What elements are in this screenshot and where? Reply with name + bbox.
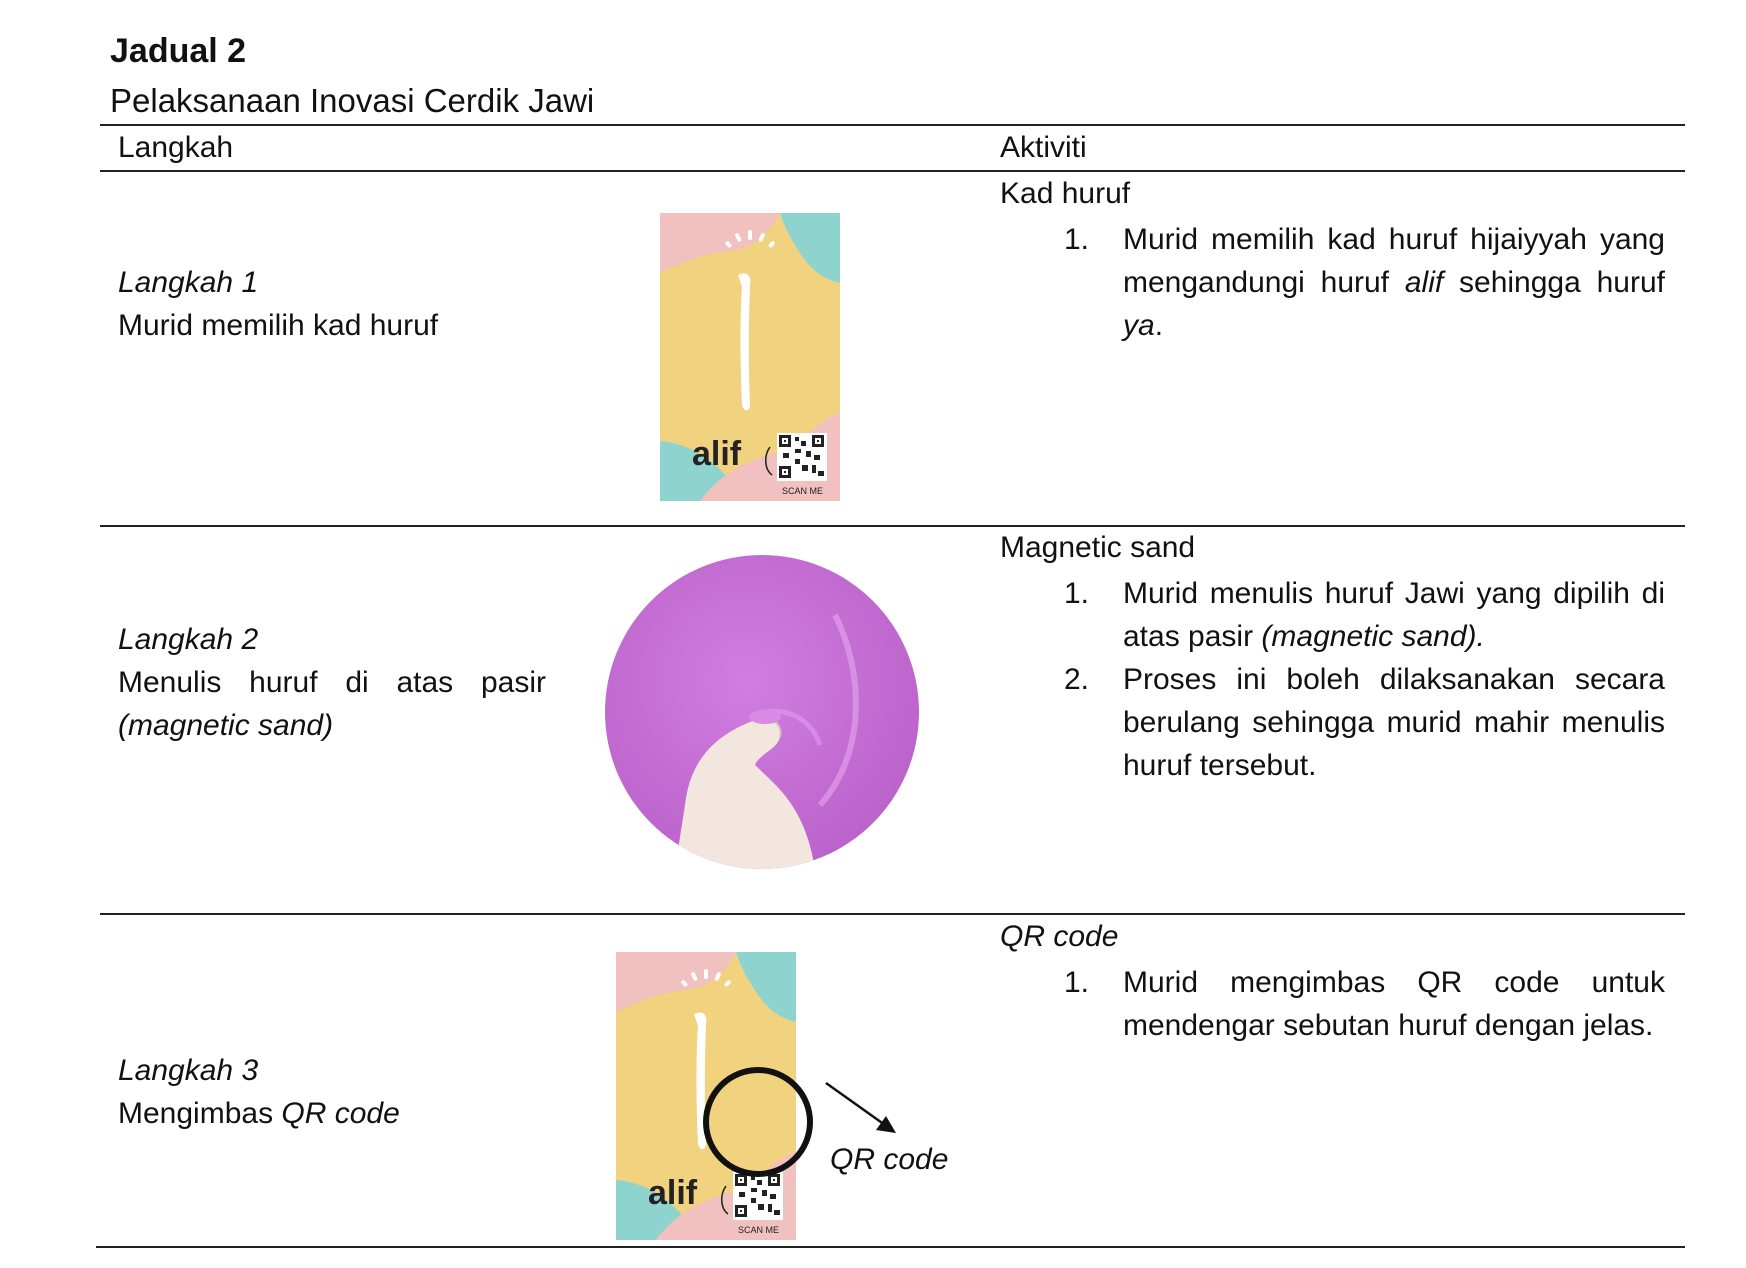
table-bottom-rule (96, 1246, 1685, 1248)
row2-activity-list (1060, 572, 1665, 787)
header-step: Langkah (118, 131, 234, 164)
row1-step (118, 261, 558, 347)
alif-card-qr-illustration (600, 950, 960, 1242)
table-top-rule (100, 124, 1685, 126)
row2-step-label: Langkah 2 (118, 623, 259, 656)
row2-step-desc-b: (magnetic sand) (118, 709, 334, 742)
header-bottom-rule (100, 170, 1685, 172)
row3-step-desc: Mengimbas QR code (118, 1097, 400, 1130)
list-number: 1. (1064, 966, 1090, 999)
row1-step-desc: Murid memilih kad huruf (118, 309, 439, 342)
card-scan-text: SCAN ME (738, 1225, 780, 1235)
header-activity: Aktiviti (1000, 131, 1087, 164)
magnetic-sand-photo (605, 555, 919, 869)
callout-arrow-line (826, 1083, 885, 1125)
row3-step-label: Langkah 3 (118, 1054, 259, 1087)
magnetic-sand-illustration (605, 555, 919, 869)
list-text: Murid mengimbas QR code untuk mendengar sebutan huruf dengan jelas. (1123, 966, 1665, 1042)
card-scan-text: SCAN ME (782, 486, 824, 496)
row2-step-desc-a: Menulis huruf di atas pasir (118, 666, 546, 699)
row1-activity-title: Kad huruf (1000, 177, 1131, 210)
list-item (1060, 218, 1665, 347)
list-text: Murid menulis huruf Jawi yang dipilih di atas pasir (magnetic sand). (1123, 577, 1665, 653)
table-subtitle: Pelaksanaan Inovasi Cerdik Jawi (110, 82, 595, 119)
card-word: alif (692, 435, 742, 473)
qr-callout-label: QR code (830, 1143, 949, 1176)
row1-bottom-rule (100, 525, 1685, 527)
row3-activity-title: QR code (1000, 920, 1119, 953)
list-text: Murid memilih kad huruf hijaiyyah yang mengandungi huruf alif sehingga huruf ya. (1123, 223, 1665, 342)
card-word: alif (648, 1174, 698, 1212)
alif-letter-card (660, 213, 840, 501)
row1-activity-list (1060, 218, 1665, 347)
row2-activity-title: Magnetic sand (1000, 531, 1196, 564)
alif-card-illustration (660, 213, 840, 501)
list-number: 1. (1064, 223, 1090, 256)
callout-arrow-head (876, 1116, 896, 1133)
list-item (1060, 572, 1665, 658)
list-number: 1. (1064, 577, 1090, 610)
list-number: 2. (1064, 663, 1090, 696)
row3-activity-list (1060, 961, 1665, 1047)
table-title: Jadual 2 (110, 32, 247, 70)
list-text: Proses ini boleh dilaksanakan secara berulang sehingga murid mahir menulis huruf tersebut. (1123, 663, 1665, 782)
list-item (1060, 961, 1665, 1047)
row3-step (118, 1049, 558, 1135)
alif-card-with-callout (600, 950, 960, 1242)
list-item (1060, 658, 1665, 787)
row2-step (118, 618, 546, 747)
row2-bottom-rule (100, 913, 1685, 915)
row1-step-label: Langkah 1 (118, 266, 259, 299)
